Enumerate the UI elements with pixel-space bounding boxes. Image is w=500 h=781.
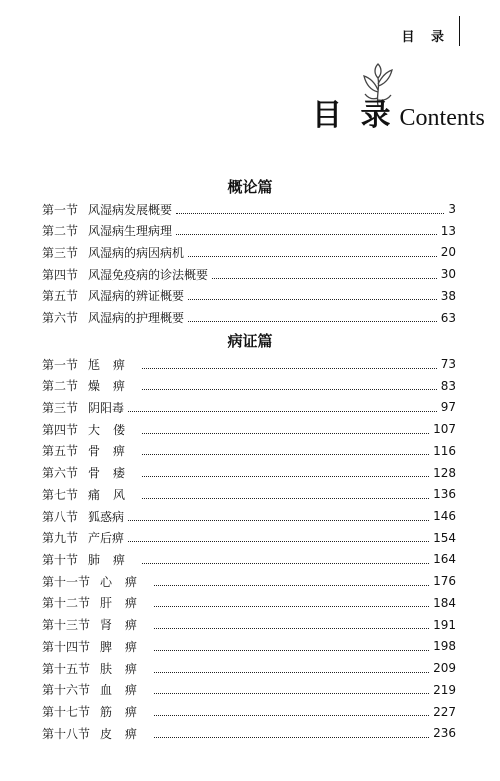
section-title: 产后痹 xyxy=(88,531,125,546)
toc-entry[interactable] xyxy=(42,463,456,483)
section-title: 风湿病生理病理 xyxy=(88,224,173,239)
toc-entry[interactable] xyxy=(42,702,456,722)
page-number: 164 xyxy=(433,552,456,567)
page-number: 184 xyxy=(433,595,456,610)
section-number: 第四节 xyxy=(42,422,79,437)
dot-leader xyxy=(154,664,429,673)
section-number: 第五节 xyxy=(42,289,79,304)
section-number: 第六节 xyxy=(42,311,79,326)
toc-entry[interactable] xyxy=(42,549,456,569)
section-number: 第三节 xyxy=(42,245,79,260)
section-number: 第四节 xyxy=(42,267,79,282)
dot-leader xyxy=(188,248,437,257)
page-number: 73 xyxy=(440,357,456,371)
toc-entry[interactable] xyxy=(42,199,456,219)
dot-leader xyxy=(188,313,437,322)
dot-leader xyxy=(142,446,429,455)
toc-entry[interactable] xyxy=(42,723,456,743)
section-number: 第八节 xyxy=(42,509,79,524)
dot-leader xyxy=(212,270,437,279)
page-title xyxy=(312,90,485,134)
toc-entry[interactable] xyxy=(42,286,456,306)
page-number: 191 xyxy=(433,617,456,632)
section-title: 筋痹 xyxy=(100,705,151,720)
page-number: 97 xyxy=(440,400,456,415)
section-title: 阴阳毒 xyxy=(88,400,125,415)
toc-entry[interactable] xyxy=(42,615,456,635)
section-title: 痛风 xyxy=(88,487,139,502)
page-number: 176 xyxy=(433,574,456,589)
section-number: 第十八节 xyxy=(42,726,91,741)
dot-leader xyxy=(142,381,437,390)
section-number: 第六节 xyxy=(42,466,79,481)
toc-entry[interactable] xyxy=(42,242,456,262)
dot-leader xyxy=(154,577,429,586)
page-number: 146 xyxy=(433,509,456,524)
page-number: 30 xyxy=(440,267,456,282)
section-title: 脾痹 xyxy=(100,639,151,654)
dot-leader xyxy=(142,555,429,564)
page-number: 198 xyxy=(433,639,456,654)
page-number: 83 xyxy=(440,378,456,393)
dot-leader xyxy=(142,360,437,369)
section-title: 风湿免疫病的诊法概要 xyxy=(88,267,209,282)
toc-entry[interactable] xyxy=(42,571,456,591)
toc-entry[interactable] xyxy=(42,308,456,328)
page-number: 38 xyxy=(440,288,456,303)
section-title: 风湿病发展概要 xyxy=(88,202,173,217)
toc-entry[interactable] xyxy=(42,636,456,656)
page-number: 128 xyxy=(433,465,456,480)
section-number: 第十节 xyxy=(42,552,79,567)
toc-entry[interactable] xyxy=(42,528,456,548)
toc-entry[interactable] xyxy=(42,397,456,417)
section-title: 风湿病的辨证概要 xyxy=(88,289,185,304)
toc-entry[interactable] xyxy=(42,484,456,504)
section-title: 风湿病的护理概要 xyxy=(88,311,185,326)
page-number: 3 xyxy=(448,202,456,216)
dot-leader xyxy=(154,729,429,738)
toc-entry[interactable] xyxy=(42,419,456,439)
part-heading: 病证篇 xyxy=(227,332,273,350)
dot-leader xyxy=(154,685,429,694)
dot-leader xyxy=(142,468,429,477)
section-title: 大偻 xyxy=(88,422,139,437)
section-title: 皮痹 xyxy=(100,726,151,741)
dot-leader xyxy=(142,490,429,499)
section-title: 尪痹 xyxy=(88,357,139,372)
running-head: 目 录 xyxy=(401,30,450,45)
dot-leader xyxy=(128,403,437,412)
dot-leader xyxy=(176,226,437,235)
page-number: 227 xyxy=(433,704,456,719)
page-number: 236 xyxy=(433,726,456,741)
section-title: 风湿病的病因病机 xyxy=(88,245,185,260)
section-number: 第一节 xyxy=(42,202,79,217)
page-number: 116 xyxy=(433,443,456,458)
part-heading: 概论篇 xyxy=(227,178,273,196)
section-title: 心痹 xyxy=(100,574,151,589)
section-number: 第十七节 xyxy=(42,705,91,720)
section-number: 第九节 xyxy=(42,531,79,546)
dot-leader xyxy=(176,205,444,214)
toc-entry[interactable] xyxy=(42,658,456,678)
dot-leader xyxy=(154,707,429,716)
page-number: 136 xyxy=(433,487,456,502)
toc-entry[interactable] xyxy=(42,441,456,461)
section-number: 第十四节 xyxy=(42,639,91,654)
page-number: 20 xyxy=(440,245,456,260)
section-title: 肺痹 xyxy=(88,552,139,567)
dot-leader xyxy=(142,425,429,434)
section-number: 第十二节 xyxy=(42,596,91,611)
section-number: 第五节 xyxy=(42,444,79,459)
toc-entry[interactable] xyxy=(42,506,456,526)
toc-entry[interactable] xyxy=(42,593,456,613)
page-number: 219 xyxy=(433,682,456,697)
toc-entry[interactable] xyxy=(42,264,456,284)
dot-leader xyxy=(154,598,429,607)
section-title: 骨痿 xyxy=(88,466,139,481)
section-number: 第十一节 xyxy=(42,574,91,589)
title-chinese: 目 录 xyxy=(312,98,395,133)
section-number: 第十三节 xyxy=(42,618,91,633)
section-number: 第十六节 xyxy=(42,683,91,698)
section-title: 血痹 xyxy=(100,683,151,698)
section-title: 肾痹 xyxy=(100,618,151,633)
section-number: 第十五节 xyxy=(42,661,91,676)
section-number: 第三节 xyxy=(42,400,79,415)
toc-entry[interactable] xyxy=(42,221,456,241)
page-number: 209 xyxy=(433,661,456,676)
header-rule xyxy=(459,16,461,46)
dot-leader xyxy=(128,533,429,542)
dot-leader xyxy=(188,291,437,300)
page-number: 63 xyxy=(440,310,456,325)
title-english: Contents xyxy=(399,105,485,131)
section-title: 肤痹 xyxy=(100,661,151,676)
page-number: 13 xyxy=(440,223,456,238)
section-title: 骨痹 xyxy=(88,444,139,459)
page-number: 154 xyxy=(433,530,456,545)
section-number: 第七节 xyxy=(42,487,79,502)
dot-leader xyxy=(128,512,429,521)
toc-entry[interactable] xyxy=(42,680,456,700)
section-title: 燥痹 xyxy=(88,379,139,394)
page-number: 107 xyxy=(433,422,456,437)
toc-entry[interactable] xyxy=(42,376,456,396)
section-number: 第一节 xyxy=(42,357,79,372)
section-number: 第二节 xyxy=(42,224,79,239)
toc-entry[interactable] xyxy=(42,354,456,374)
section-title: 肝痹 xyxy=(100,596,151,611)
dot-leader xyxy=(154,642,429,651)
section-number: 第二节 xyxy=(42,379,79,394)
dot-leader xyxy=(154,620,429,629)
section-title: 狐惑病 xyxy=(88,509,125,524)
